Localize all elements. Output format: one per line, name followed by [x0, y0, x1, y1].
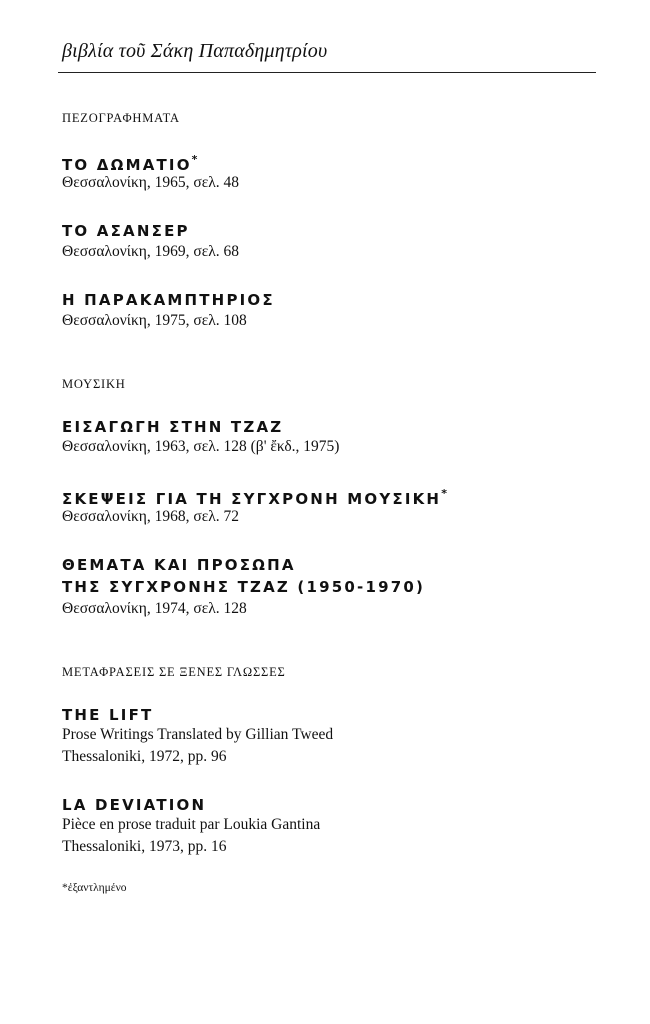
book-detail-line-2: Thessaloniki, 1972, pp. 96	[62, 748, 227, 765]
book-title	[62, 153, 197, 174]
book-title-line-1: ΘΕΜΑΤΑ ΚΑΙ ΠΡΟΣΩΠΑ	[62, 556, 296, 574]
book-detail-line-1: Prose Writings Translated by Gillian Tweed	[62, 726, 334, 743]
book-title-text: ΤΟ ΔΩΜΑΤΙΟ	[62, 156, 192, 174]
book-detail: Θεσσαλονίκη, 1975, σελ. 108	[62, 312, 247, 329]
section-heading-music: ΜΟΥΣΙΚΗ	[62, 377, 126, 391]
out-of-print-mark: *	[441, 487, 447, 500]
book-title: ΤΟ ΑΣΑΝΣΕΡ	[62, 222, 190, 240]
book-detail: Θεσσαλονίκη, 1965, σελ. 48	[62, 174, 240, 191]
book-detail: Θεσσαλονίκη, 1974, σελ. 128	[62, 600, 247, 617]
book-title-text: ΣΚΕΨΕΙΣ ΓΙΑ ΤΗ ΣΥΓΧΡΟΝΗ ΜΟΥΣΙΚΗ	[62, 490, 442, 508]
section-heading-prose: ΠΕΖΟΓΡΑΦΗΜΑΤΑ	[62, 111, 180, 125]
book-detail-line-1: Pièce en prose traduit par Loukia Gantina	[62, 816, 321, 833]
book-detail: Θεσσαλονίκη, 1963, σελ. 128 (β' ἔκδ., 1975)	[62, 438, 340, 455]
book-title	[62, 487, 447, 508]
book-title: THE LIFT	[62, 706, 154, 724]
book-title: ΕΙΣΑΓΩΓΗ ΣΤΗΝ ΤΖΑΖ	[62, 418, 284, 436]
book-detail: Θεσσαλονίκη, 1968, σελ. 72	[62, 508, 240, 525]
book-title-line-2: ΤΗΣ ΣΥΓΧΡΟΝΗΣ ΤΖΑΖ (1950-1970)	[62, 578, 426, 596]
out-of-print-mark: *	[191, 153, 198, 166]
header-rule	[58, 72, 596, 73]
footnote-out-of-print: *ἐξαντλημένο	[62, 882, 127, 894]
section-heading-translations: ΜΕΤΑΦΡΑΣΕΙΣ ΣΕ ΞΕΝΕΣ ΓΛΩΣΣΕΣ	[62, 665, 286, 679]
book-detail: Θεσσαλονίκη, 1969, σελ. 68	[62, 243, 240, 260]
book-title: LA DEVIATION	[62, 796, 207, 814]
running-head: βιβλία τοῦ Σάκη Παπαδημητρίου	[62, 40, 328, 62]
book-detail-line-2: Thessaloniki, 1973, pp. 16	[62, 838, 227, 855]
book-title: Η ΠΑΡΑΚΑΜΠΤΗΡΙΟΣ	[62, 291, 275, 309]
